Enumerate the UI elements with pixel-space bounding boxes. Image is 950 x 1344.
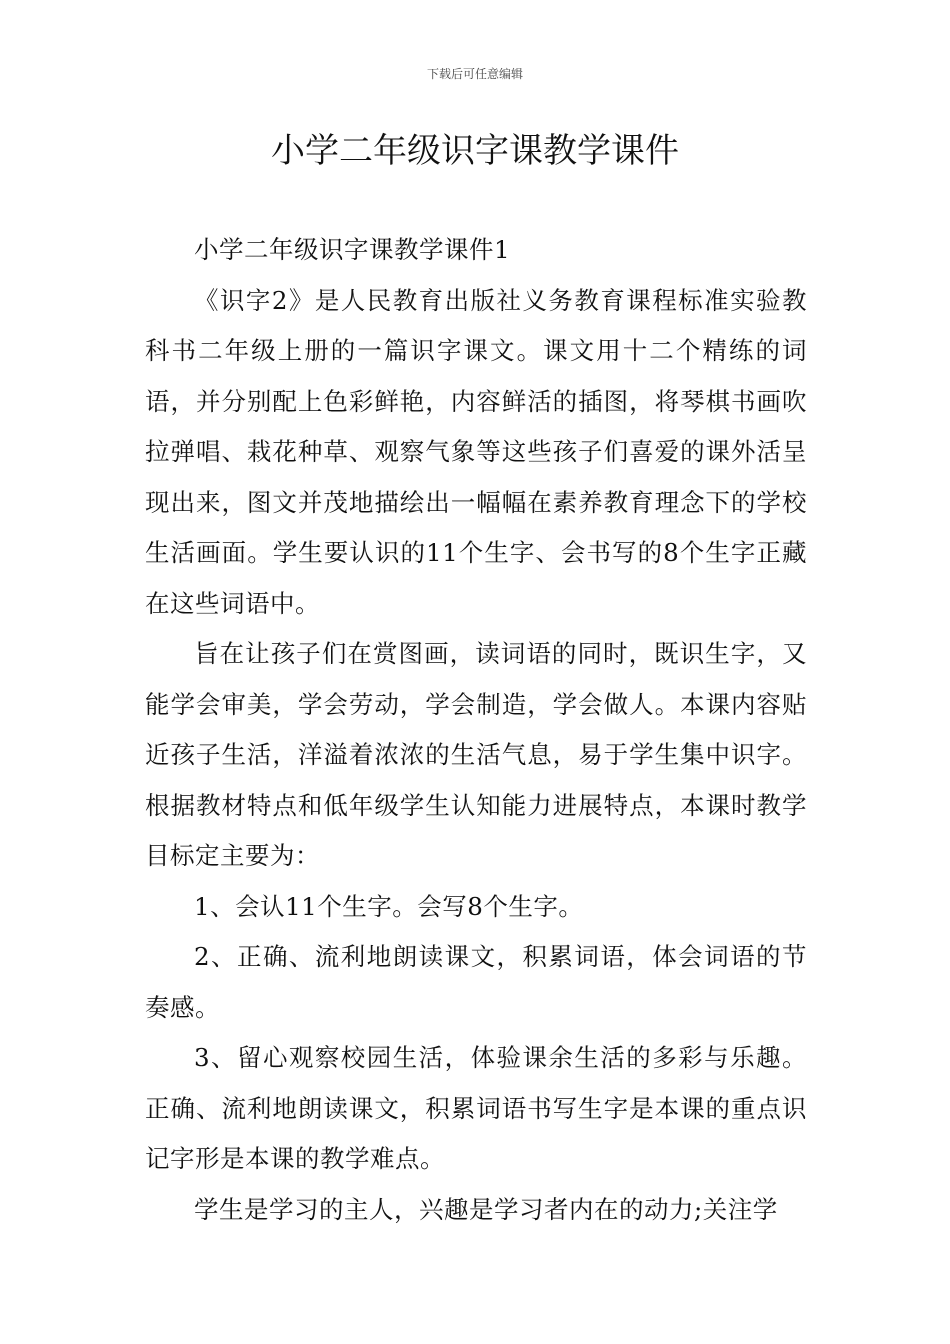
section-heading: 小学二年级识字课教学课件1	[194, 235, 511, 264]
list-item-goal-1: 1、会认11个生字。会写8个生字。	[194, 891, 584, 921]
list-item-goal-2: 2、正确、流利地朗读课文，积累词语，体会词语的节奏感。	[145, 942, 807, 1022]
document-body	[145, 225, 807, 1235]
header-note: 下载后可任意编辑	[426, 67, 523, 81]
document-title: 小学二年级识字课教学课件	[271, 131, 679, 171]
body-paragraph-truncated: 学生是学习的主人，兴趣是学习者内在的动力;关注学	[194, 1194, 778, 1224]
list-item-goal-3: 3、留心观察校园生活，体验课余生活的多彩与乐趣。正确、流利地朗读课文，积累词语书写生字是本课的重点识记字形是本课的教学难点。	[145, 1043, 807, 1173]
body-paragraph: 旨在让孩子们在赏图画，读词语的同时，既识生字，又能学会审美，学会劳动，学会制造，学会做人。本课内容贴近孩子生活，洋溢着浓浓的生活气息，易于学生集中识字。根据教材特点和低年级学生认知能力进展特点，本课时教学目标定主要为：	[145, 639, 807, 870]
body-paragraph: 《识字2》是人民教育出版社义务教育课程标准实验教科书二年级上册的一篇识字课文。课文用十二个精练的词语，并分别配上色彩鲜艳，内容鲜活的插图，将琴棋书画吹拉弹唱、栽花种草、观察气象等这些孩子们喜爱的课外活呈现出来，图文并茂地描绘出一幅幅在素养教育理念下的学校生活画面。学生要认识的11个生字、会书写的8个生字正藏在这些词语中。	[145, 285, 807, 618]
